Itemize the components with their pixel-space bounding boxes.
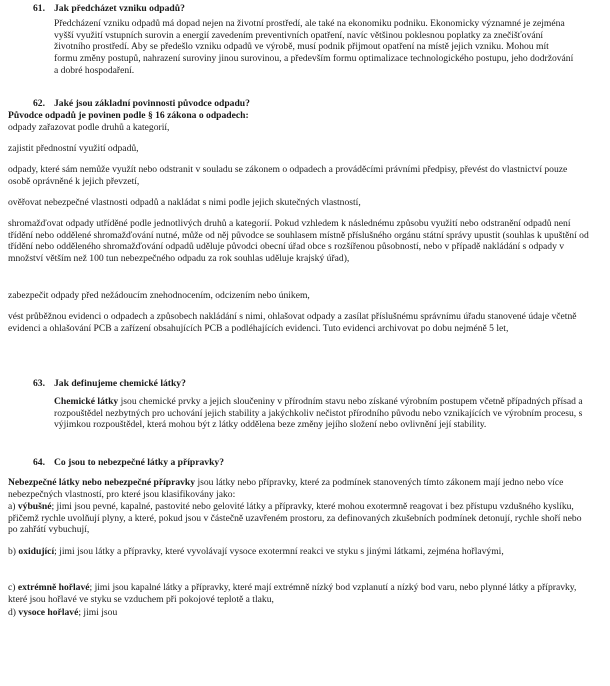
item-prefix: d)	[8, 607, 19, 618]
question-64-heading	[33, 457, 224, 469]
hazard-term: oxidující	[18, 546, 55, 557]
question-62-subheading: Původce odpadů je povinen podle § 16 zákona o odpadech:	[8, 110, 249, 121]
question-number: 64.	[33, 457, 45, 468]
item-prefix: c)	[8, 582, 18, 593]
hazard-term: extrémně hořlavé	[17, 582, 90, 593]
question-63-answer	[54, 396, 584, 431]
question-title: Co jsou to nebezpečné látky a přípravky?	[54, 457, 225, 468]
hazard-term: vysoce hořlavé	[18, 607, 79, 618]
hazard-term: výbušné	[17, 501, 52, 512]
hazard-text: ; jimi jsou kapalné látky a přípravky, které mají extrémně nízký bod vzplanutí a nízký bod varu, nebo plynné látky a přípravky, které jsou hořlavé ve styku se vzduchem při pokojové teplotě a tlaku,	[8, 582, 577, 605]
question-title: Jak předcházet vzniku odpadů?	[54, 3, 185, 14]
question-64-intro	[8, 477, 590, 500]
question-63-heading	[33, 378, 186, 390]
question-61-answer: Předcházení vzniku odpadů má dopad nejen na životní prostředí, ale také na ekonomiku podniku. Ekonomicky významné je zejména vyšší využití vstupních surovin a energií zavedením preventivních opatření, navíc většinou poklesnou poplatky za znečišťování životního prostředí. Aby se předešlo vzniku odpadů ve výrobě, musí podnik přijmout opatření na místě jejich vzniku. Mohou mít formu změny postupů, nahrazení suroviny jinou surovinou, a především formu optimalizace technologického postupu, jeho dodržování a dobré hospodaření.	[54, 18, 574, 76]
hazard-item-b	[8, 546, 588, 558]
duty-item-5: shromažďovat odpady utříděné podle jednotlivých druhů a kategorií. Pokud vzhledem k následnému způsobu využití nebo odstranění odpadů není třídění nebo oddělené shromažďování nutné, může od něj původce se souhlasem místně příslušného orgánu státní správy upustit (souhlas k upuštění od třídění nebo odděleného shromažďování odpadů uděluje původci obecní úřad obce s rozšířenou působností, nebo v případě nakládání s odpady v množství větším než 100 tun nebezpečného odpadu za rok souhlas uděluje krajský úřad),	[8, 218, 589, 265]
definition-term: Chemické látky	[54, 396, 119, 407]
question-title: Jak definujeme chemické látky?	[54, 378, 186, 389]
hazard-item-a	[8, 501, 590, 536]
duty-item-7: vést průběžnou evidenci o odpadech a způsobech nakládání s nimi, ohlašovat odpady a zasílat příslušnému správnímu úřadu stanovené údaje včetně evidenci a ohlašování PCB a zařízení obsahujících PCB a podléhajících evidenci. Tuto evidenci archivovat po dobu nejméně 5 let,	[8, 311, 577, 334]
hazard-text: ; jimi jsou	[78, 607, 118, 618]
definition-text: jsou látky nebo přípravky, které za podmínek stanovených tímto zákonem mají jedno nebo více nebezpečných vlastností, pro které jsou klasifikovány jako:	[8, 477, 564, 500]
duty-item-4: ověřovat nebezpečné vlastnosti odpadů a nakládat s nimi podle jejich skutečných vlastností,	[8, 197, 361, 208]
hazard-text: ; jimi jsou pevné, kapalné, pastovité nebo gelovité látky a přípravky, které mohou exotermně reagovat i bez přístupu vzdušného kyslíku, přičemž rychle uvolňují plyny, a které, pokud jsou v částečně uzavřeném prostoru, za definovaných zkušebních podmínek detonují, rychle shoří nebo po zahřátí vybuchují,	[8, 501, 582, 536]
question-number: 61.	[33, 3, 45, 14]
definition-text: jsou chemické prvky a jejich sloučeniny v přírodním stavu nebo získané výrobním postupem včetně případných přísad a rozpouštědel nezbytných pro uchování jejich stability a jakýchkoliv nečistot přírodního původu nebo vznikajících ve výrobním procesu, s výjimkou rozpouštědel, která mohou být z látky oddělena beze změny jejího složení nebo ovlivnění její stability.	[54, 396, 583, 431]
definition-term: Nebezpečné látky nebo nebezpečné přípravky	[8, 477, 196, 488]
hazard-item-c	[8, 582, 588, 605]
duty-item-3: odpady, které sám nemůže využít nebo odstranit v souladu se zákonem o odpadech a prováděcími právními předpisy, převést do vlastnictví pouze osobě oprávněné k jejich převzetí,	[8, 164, 568, 187]
question-62-heading	[33, 98, 250, 110]
duty-item-6: zabezpečit odpady před nežádoucím znehodnocením, odcizením nebo únikem,	[8, 290, 310, 301]
hazard-text: ; jimi jsou látky a přípravky, které vyvolávají vysoce exotermní reakci ve styku s jinými látkami, zejména hořlavými,	[54, 546, 504, 557]
question-number: 62.	[33, 98, 45, 109]
hazard-item-d	[8, 607, 588, 619]
question-title: Jaké jsou základní povinnosti původce odpadu?	[54, 98, 250, 109]
duty-item-1: odpady zařazovat podle druhů a kategorií,	[8, 122, 170, 133]
item-prefix: a)	[8, 501, 18, 512]
duty-item-2: zajistit přednostní využití odpadů,	[8, 143, 139, 154]
question-61-heading	[33, 3, 185, 15]
question-number: 63.	[33, 378, 45, 389]
item-prefix: b)	[8, 546, 19, 557]
